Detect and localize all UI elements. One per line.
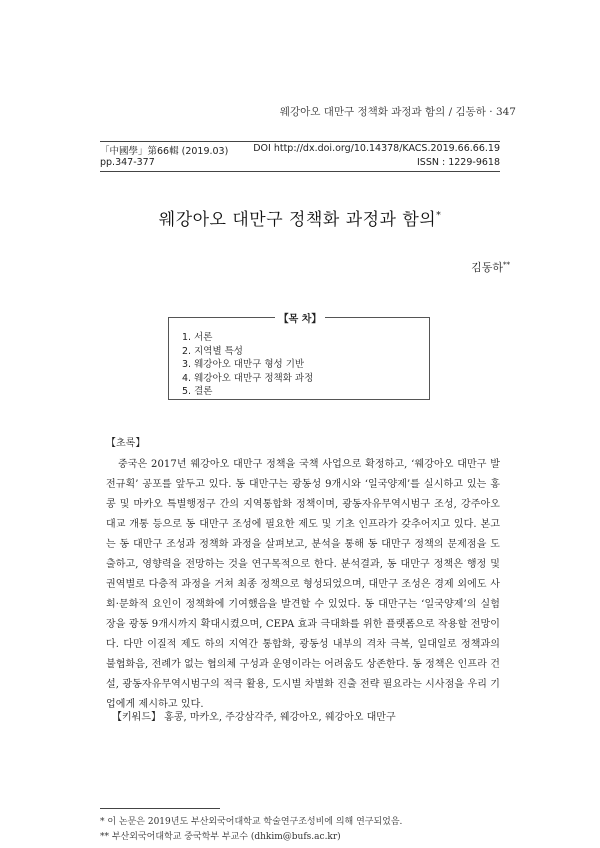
toc-item: 4. 웨강아오 대만구 정책화 과정	[182, 372, 314, 384]
keywords: 【키워드】 홍콩, 마카오, 주강삼각주, 웨강아오, 웨강아오 대만구	[112, 712, 396, 723]
toc-list	[182, 331, 313, 399]
abstract-body: 중국은 2017년 웨강아오 대만구 정책을 국책 사업으로 확정하고, ‘웨강아오 대만구 발전규획’ 공포를 앞두고 있다. 동 대만구는 광동성 9개시와 ‘일국양제’를 실시하고 있는 홍콩 및 마카오 특별행정구 간의 지역통합화 정책이며, 광동자유무역시범구 조성, 강주아오 대교 개통 등으로 동 대만구 조성에 필요한 제도 및 기초 인프라가 갖추어지고 있다. 본고는 동 대만구 조성과 정책화 과정을 살펴보고, 분석을 통해 동 대만구 정책의 문제점을 도출하고, 영향력을 전망하는 것을 연구목적으로 한다. 분석결과, 동 대만구 정책은 행정 및 권역별로 다층적 과정을 거쳐 최종 정책으로 형성되었으며, 대만구 조성은 경제 외에도 사회·문화적 요인이 정책화에 기여했음을 발견할 수 있었다. 동 대만구는 ‘일국양제’의 실험장을 광동 9개시까지 확대시켰으며, CEPA 효과 극대화를 위한 플랫폼으로 작용할 전망이다. 다만 이질적 제도 하의 지역간 통합화, 광동성 내부의 격차 극복, 일대일로 정책과의 불협화음, 전례가 없는 협의체 구성과 운영이라는 어려움도 상존한다. 동 정책은 인프라 건설, 광동자유무역시범구의 적극 활용, 도시별 차별화 진출 전략 필요라는 시사점을 우리 기업에게 제시하고 있다.	[106, 459, 500, 710]
meta-top-rule	[100, 141, 500, 142]
running-head: 웨강아오 대만구 정책화 과정과 함의 / 김동하 · 347	[279, 106, 516, 118]
author-name: 김동하	[471, 261, 503, 274]
paper-title-text: 웨강아오 대만구 정책화 과정과 함의	[158, 210, 437, 230]
toc-item: 2. 지역별 특성	[182, 345, 243, 357]
footnote-funding: * 이 논문은 2019년도 부산외국어대학교 학술연구조성비에 의해 연구되었음.	[100, 817, 403, 827]
issn: ISSN : 1229-9618	[417, 157, 500, 168]
toc-item: 5. 결론	[182, 386, 213, 397]
author	[471, 259, 510, 275]
title-footnote-mark: *	[436, 211, 442, 221]
toc-heading	[0, 310, 600, 325]
journal-info: 「中國學」第66輯 (2019.03)	[100, 146, 229, 157]
page-range: pp.347-377	[100, 157, 155, 168]
toc-item: 1. 서론	[182, 332, 213, 343]
footnote-author: ** 부산외국어대학교 중국학부 부교수 (dhkim@bufs.ac.kr)	[100, 832, 341, 842]
toc-heading-text: 【목 차】	[275, 314, 326, 325]
meta-bottom-rule	[100, 171, 500, 172]
author-footnote-mark: **	[503, 261, 510, 269]
toc-item: 3. 웨강아오 대만구 형성 기반	[182, 359, 305, 370]
footnote-rule	[100, 808, 220, 809]
abstract-heading: 【초록】	[106, 438, 146, 449]
paper-title	[0, 205, 600, 230]
doi: DOI http://dx.doi.org/10.14378/KACS.2019.66.66.19	[253, 143, 500, 154]
